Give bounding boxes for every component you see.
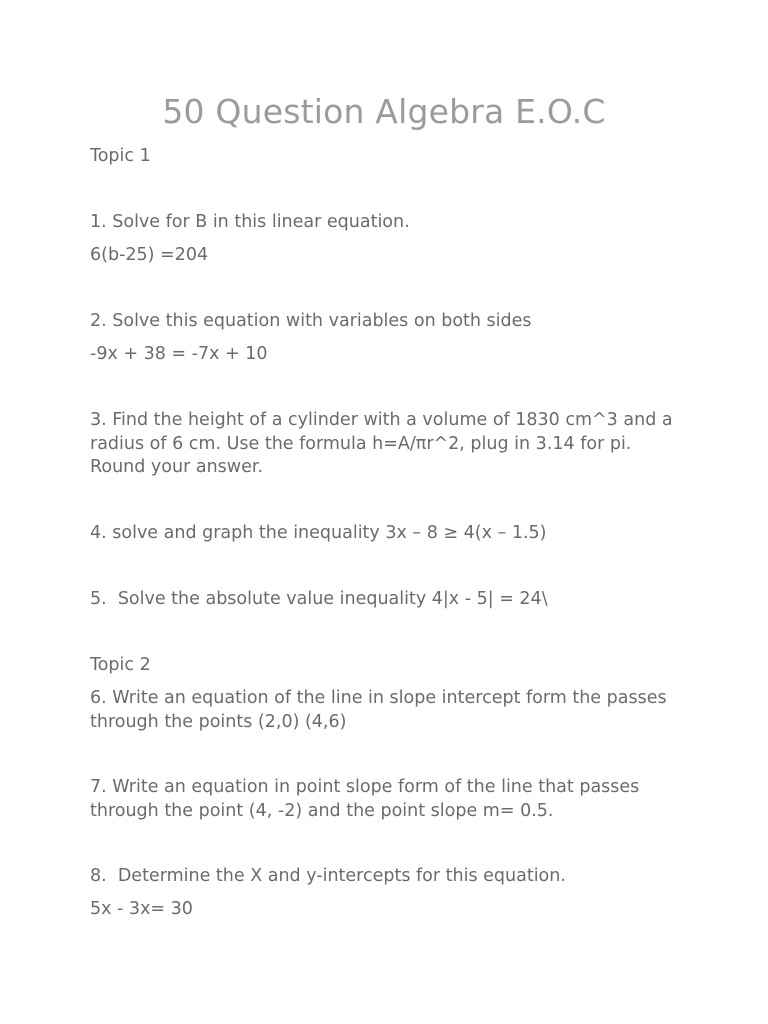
question-4-text: 4. solve and graph the inequality 3x – 8 ≥ 4(x – 1.5) — [90, 523, 547, 543]
topic-2-heading: Topic 2 — [90, 655, 151, 675]
question-1-text: 1. Solve for B in this linear equation. — [90, 212, 410, 232]
question-3-text: 3. Find the height of a cylinder with a volume of 1830 cm^3 and a radius of 6 cm. Use the formula h=A/πr^2, plug in 3.14 for pi. Round your answer. — [90, 410, 673, 477]
page-title: 50 Question Algebra E.O.C — [162, 92, 606, 131]
question-2-text: 2. Solve this equation with variables on both sides — [90, 311, 532, 331]
question-6-text: 6. Write an equation of the line in slope intercept form the passes through the points (2,0) (4,6) — [90, 688, 667, 732]
question-2-equation: -9x + 38 = -7x + 10 — [90, 344, 268, 364]
question-8-text: 8. Determine the X and y-intercepts for this equation. — [90, 866, 566, 886]
question-8-equation: 5x - 3x= 30 — [90, 899, 193, 919]
question-5-text: 5. Solve the absolute value inequality 4|x - 5| = 24\ — [90, 589, 548, 609]
question-7-text: 7. Write an equation in point slope form of the line that passes through the point (4, -2) and the point slope m= 0.5. — [90, 777, 640, 821]
question-1-equation: 6(b-25) =204 — [90, 245, 209, 265]
topic-1-heading: Topic 1 — [90, 146, 151, 166]
